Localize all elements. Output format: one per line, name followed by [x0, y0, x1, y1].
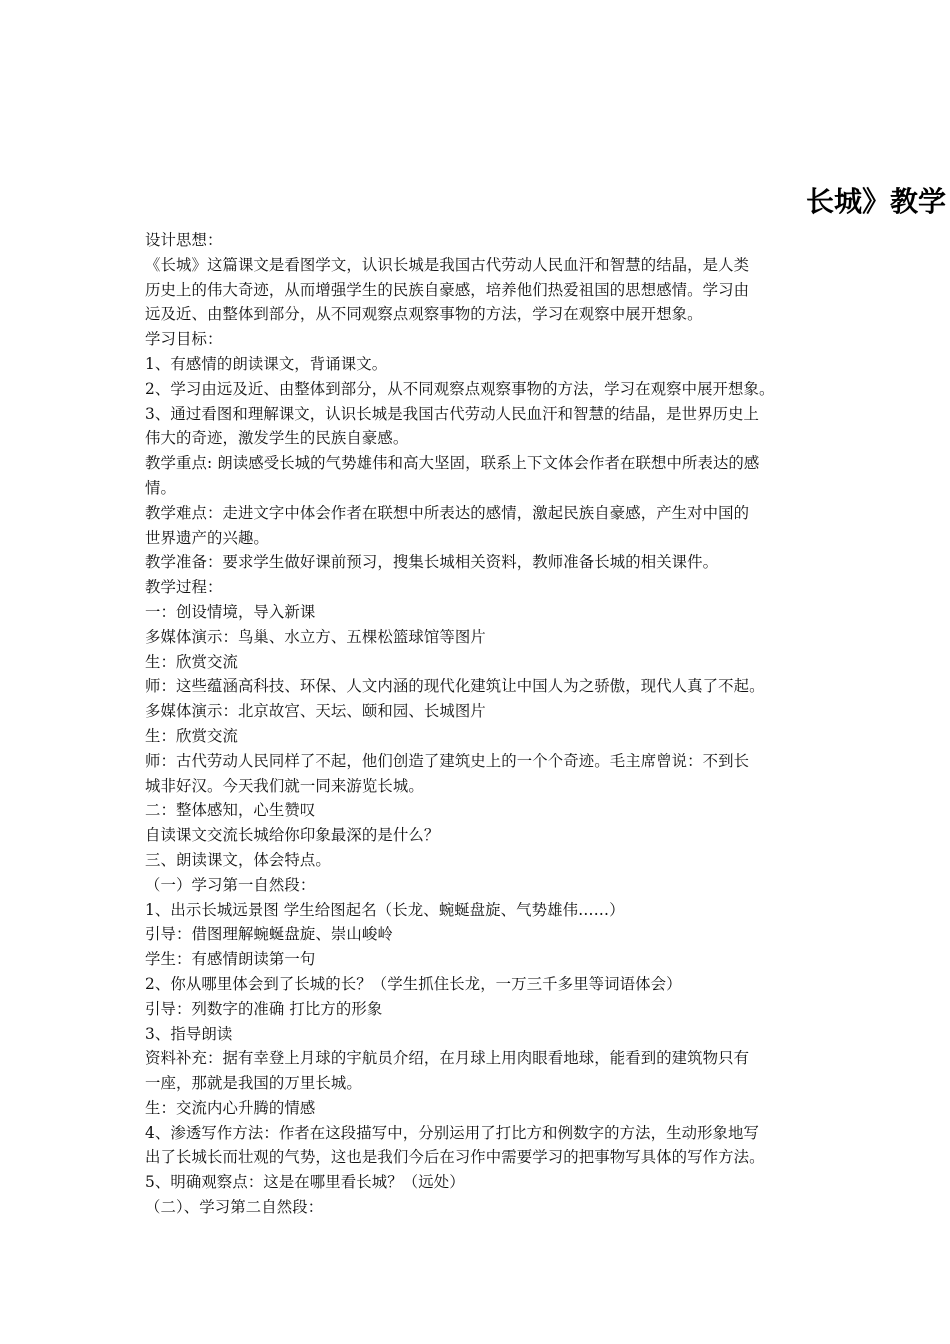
paragraph-line: 教学重点: 朗读感受长城的气势雄伟和高大坚固，联系上下文体会作者在联想中所表达的感 [145, 454, 760, 473]
paragraph-line: 4、渗透写作方法：作者在这段描写中，分别运用了打比方和例数字的方法，生动形象地写 [145, 1123, 760, 1142]
paragraph-line: 学生：有感情朗读第一句 [145, 950, 316, 969]
paragraph-line: 引导：列数字的准确 打比方的形象 [145, 999, 383, 1018]
paragraph-line: 2、学习由远及近、由整体到部分，从不同观察点观察事物的方法，学习在观察中展开想象。 [145, 379, 775, 398]
paragraph-line: 师：古代劳动人民同样了不起，他们创造了建筑史上的一个个奇迹。毛主席曾说：不到长 [145, 751, 750, 770]
paragraph-line: 1、出示长城远景图 学生给图起名（长龙、蜿蜒盘旋、气势雄伟……） [145, 900, 625, 919]
paragraph-line: 生：欣赏交流 [145, 652, 238, 671]
paragraph-line: 多媒体演示：鸟巢、水立方、五棵松篮球馆等图片 [145, 627, 486, 646]
paragraph-line: 多媒体演示：北京故宫、天坛、颐和园、长城图片 [145, 702, 486, 721]
paragraph-line: 师：这些蕴涵高科技、环保、人文内涵的现代化建筑让中国人为之骄傲，现代人真了不起。 [145, 677, 765, 696]
paragraph-line: 3、通过看图和理解课文，认识长城是我国古代劳动人民血汗和智慧的结晶，是世界历史上 [145, 404, 760, 423]
paragraph-line: 城非好汉。今天我们就一同来游览长城。 [145, 776, 424, 795]
paragraph-line: 学习目标： [145, 330, 223, 349]
paragraph-line: 三、朗读课文，体会特点。 [145, 850, 331, 869]
paragraph-line: 出了长城长而壮观的气势，这也是我们今后在习作中需要学习的把事物写具体的写作方法。 [145, 1148, 765, 1167]
paragraph-line: （二）、学习第二自然段： [145, 1198, 324, 1217]
paragraph-line: 引导：借图理解蜿蜒盘旋、崇山峻岭 [145, 925, 393, 944]
paragraph-line: 设计思想： [145, 231, 223, 249]
document-body [145, 228, 825, 1220]
paragraph-line: 历史上的伟大奇迹，从而增强学生的民族自豪感，培养他们热爱祖国的思想感情。学习由 [145, 280, 750, 299]
paragraph-line: 情。 [145, 478, 176, 497]
paragraph-line: 二：整体感知，心生赞叹 [145, 801, 316, 820]
paragraph-line: 远及近、由整体到部分，从不同观察点观察事物的方法，学习在观察中展开想象。 [145, 305, 703, 324]
paragraph-line: 教学过程： [145, 578, 223, 597]
paragraph-line: 2、你从哪里体会到了长城的长？（学生抓住长龙，一万三千多里等词语体会） [145, 974, 682, 993]
paragraph-line: 资料补充：据有幸登上月球的宇航员介绍，在月球上用肉眼看地球，能看到的建筑物只有 [145, 1049, 750, 1068]
paragraph-line: 教学难点：走进文字中体会作者在联想中所表达的感情，激起民族自豪感，产生对中国的 [145, 503, 750, 522]
paragraph-line: 《长城》这篇课文是看图学文，认识长城是我国古代劳动人民血汗和智慧的结晶，是人类 [145, 255, 750, 274]
paragraph-line: 1、有感情的朗读课文，背诵课文。 [145, 354, 388, 373]
paragraph-line: 5、明确观察点：这是在哪里看长城？（远处） [145, 1173, 465, 1192]
paragraph-line: 伟大的奇迹，激发学生的民族自豪感。 [145, 429, 409, 448]
paragraph-line: 教学准备：要求学生做好课前预习，搜集长城相关资料，教师准备长城的相关课件。 [145, 553, 719, 572]
paragraph-line: 3、指导朗读 [145, 1024, 233, 1043]
paragraph-line: 自读课文交流长城给你印象最深的是什么？ [145, 826, 440, 845]
paragraph-line: 一：创设情境，导入新课 [145, 602, 316, 621]
paragraph-line: 一座，那就是我国的万里长城。 [145, 1074, 362, 1093]
paragraph-line: 生：欣赏交流 [145, 726, 238, 745]
document-title: 长城》教学 [806, 185, 947, 218]
paragraph-line: 世界遗产的兴趣。 [145, 528, 269, 547]
paragraph-line: （一）学习第一自然段： [145, 875, 316, 894]
paragraph-line: 生：交流内心升腾的情感 [145, 1098, 316, 1117]
